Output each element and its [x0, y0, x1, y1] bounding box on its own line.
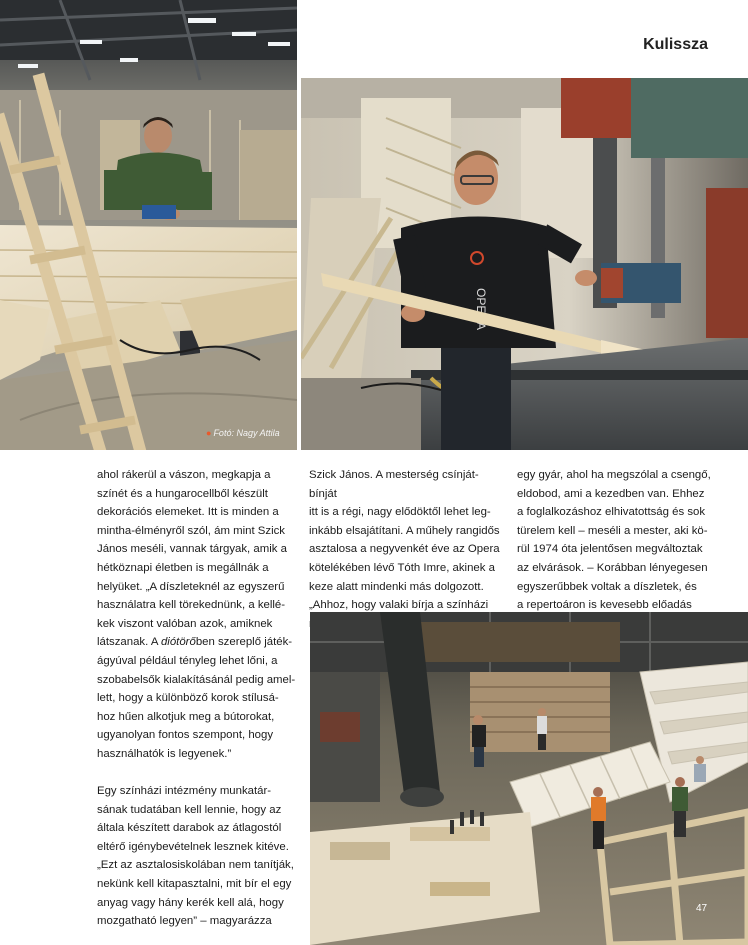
paragraph: egy gyár, ahol ha megszólal a csengő, eldobod, ami a kezedben van. Ehhez a foglalkozáshoz elhivatottság és sok türelem kell – meséli a mester, aki kö- rül 1974 óta jelentősen megváltoztak az elvárások. – Korábban lényegesen egyszerűbbek voltak a díszletek, és a repertoáron is kevesebb előadás: [517, 469, 711, 612]
paragraph: Egy színházi intézmény munkatár- sának tudatában kell lennie, hogy az általa készített darabok az átlagostól eltérő igénybevételnek lesznek kitéve. „Ezt az asztalosiskolában nem tanítják, nekünk kell kitapasztalni, mit bír el egy anyag vagy hány kerék kell alá, hogy mozgatható legyen” – magyarázza: [97, 785, 294, 928]
article-column-3: [517, 466, 717, 615]
photo-workshop-overview: [310, 612, 748, 945]
paragraph: Szick János. A mesterség csínját-bínját itt is a régi, nagy elődöktől lehet leg- inkább elsajátítani. A műhely rangidős asztalosa a negyvenkét éve az Opera kötelékében lévő Tóth Imre, akinek a keze alatt mindenki más dolgozott. „Ahhoz, hogy valaki bírja a színházi: [309, 469, 500, 612]
section-title: Kulissza: [643, 36, 708, 53]
article-column-2: [309, 466, 504, 633]
camera-dot-icon: ●: [206, 428, 212, 438]
article-column-1: [97, 466, 297, 931]
shirt-print: OPERA: [474, 288, 488, 331]
paragraph: ahol rákerül a vászon, megkapja a színét és a hungarocellből készült dekorációs elemeket. Itt is minden a mintha-élményről szól, ám mint Szick János meséli, vannak tárgyak, amik a hétköznapi életben is megállnák a helyüket. „A díszleteknél az egyszerű használatra kell törekednünk, a kellé- kek viszont valóban azok, amiknek látszanak. A diótörőben szereplő játék- ágyúval például tényleg lehet lőni, a szobabelsők kialakításánál pedig amel- lett, hogy a különböző korok stílusá- hoz hűen alkotjuk meg a bútorokat, ugyanolyan fontos szempont, hogy használhatók is legyenek.”: [97, 469, 296, 760]
photo-carpenter-green-shirt: [0, 0, 297, 450]
photo-credit: ● Fotó: Nagy Attila: [206, 428, 280, 438]
photo-carpenter-band-saw: [301, 78, 748, 450]
page-number: 47: [696, 903, 708, 914]
